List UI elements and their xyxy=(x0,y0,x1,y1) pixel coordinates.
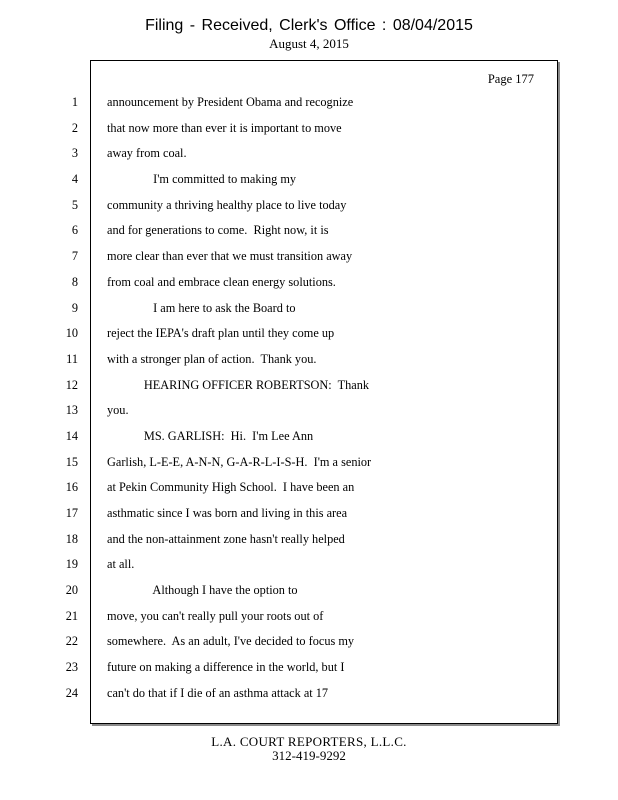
line-text: that now more than ever it is important to move xyxy=(107,120,342,135)
line-number: 16 xyxy=(65,480,78,495)
line-number: 14 xyxy=(65,428,78,443)
transcript-line xyxy=(0,321,618,347)
line-text: away from coal. xyxy=(107,146,187,161)
line-number: 11 xyxy=(66,351,78,366)
transcript-line xyxy=(0,141,618,167)
line-text: with a stronger plan of action. Thank you. xyxy=(107,351,317,366)
line-number: 1 xyxy=(71,95,78,109)
filing-date: August 4, 2015 xyxy=(269,36,349,51)
line-text: announcement by President Obama and recognize xyxy=(107,95,354,109)
transcript-line xyxy=(0,296,618,322)
line-number: 23 xyxy=(65,660,78,675)
line-number: 3 xyxy=(71,146,78,161)
transcript-line xyxy=(0,552,618,578)
line-number: 4 xyxy=(71,172,78,187)
line-number: 13 xyxy=(65,403,78,418)
line-number: 5 xyxy=(71,197,78,212)
line-text: future on making a difference in the world, but I xyxy=(107,660,345,675)
line-number: 9 xyxy=(71,300,78,315)
transcript-line xyxy=(0,681,618,707)
line-text: HEARING OFFICER ROBERTSON: Thank xyxy=(107,377,370,392)
line-number: 19 xyxy=(65,557,78,572)
transcript-line xyxy=(0,270,618,296)
transcript-line xyxy=(0,424,618,450)
line-text: can't do that if I die of an asthma attack at 17 xyxy=(107,685,329,700)
line-text: somewhere. As an adult, I've decided to focus my xyxy=(107,634,355,649)
transcript-line xyxy=(0,373,618,399)
line-text: Although I have the option to xyxy=(107,583,298,598)
line-text: move, you can't really pull your roots out of xyxy=(107,608,324,623)
line-number: 6 xyxy=(71,223,78,238)
line-number: 10 xyxy=(65,326,78,341)
line-number: 12 xyxy=(65,377,78,392)
transcript-line xyxy=(0,167,618,193)
line-text: Garlish, L-E-E, A-N-N, G-A-R-L-I-S-H. I'm a senior xyxy=(107,454,372,469)
line-number: 20 xyxy=(65,583,78,598)
line-number: 24 xyxy=(65,685,78,700)
line-text: you. xyxy=(107,403,129,418)
transcript-line xyxy=(0,604,618,630)
transcript-line xyxy=(0,244,618,270)
line-number: 17 xyxy=(65,506,78,520)
line-text: community a thriving healthy place to live today xyxy=(107,197,347,212)
line-text: I'm committed to making my xyxy=(107,172,297,187)
line-number: 22 xyxy=(65,634,78,649)
line-text: at all. xyxy=(107,557,135,572)
line-number: 18 xyxy=(65,531,78,546)
transcript-line xyxy=(0,655,618,681)
line-text: reject the IEPA's draft plan until they come up xyxy=(107,326,335,341)
line-number: 8 xyxy=(71,274,78,289)
transcript-line xyxy=(0,629,618,655)
transcript-line xyxy=(0,475,618,501)
line-text: and for generations to come. Right now, it is xyxy=(107,223,329,238)
line-text: asthmatic since I was born and living in this area xyxy=(107,506,348,520)
line-text: at Pekin Community High School. I have been an xyxy=(107,480,355,495)
page-number: Page 177 xyxy=(487,72,534,86)
transcript-lines xyxy=(0,90,618,707)
transcript-line xyxy=(0,578,618,604)
line-text: more clear than ever that we must transition away xyxy=(107,249,353,264)
transcript-line xyxy=(0,193,618,219)
line-text: I am here to ask the Board to xyxy=(107,300,296,315)
transcript-line xyxy=(0,218,618,244)
footer-phone: 312-419-9292 xyxy=(272,748,346,763)
transcript-line xyxy=(0,347,618,373)
transcript-line xyxy=(0,398,618,424)
line-text: from coal and embrace clean energy solutions. xyxy=(107,274,336,289)
line-number: 7 xyxy=(71,249,78,264)
transcript-line xyxy=(0,527,618,553)
transcript-line xyxy=(0,116,618,142)
transcript-line xyxy=(0,450,618,476)
line-number: 15 xyxy=(65,454,78,469)
transcript-line xyxy=(0,90,618,116)
line-text: and the non-attainment zone hasn't really helped xyxy=(107,531,345,546)
line-text: MS. GARLISH: Hi. I'm Lee Ann xyxy=(107,428,314,443)
line-number: 2 xyxy=(71,120,78,135)
filing-stamp: Filing - Received, Clerk's Office : 08/04/2015 xyxy=(145,17,473,34)
transcript-line xyxy=(0,501,618,527)
footer-company: L.A. COURT REPORTERS, L.L.C. xyxy=(211,734,407,749)
line-number: 21 xyxy=(65,608,78,623)
